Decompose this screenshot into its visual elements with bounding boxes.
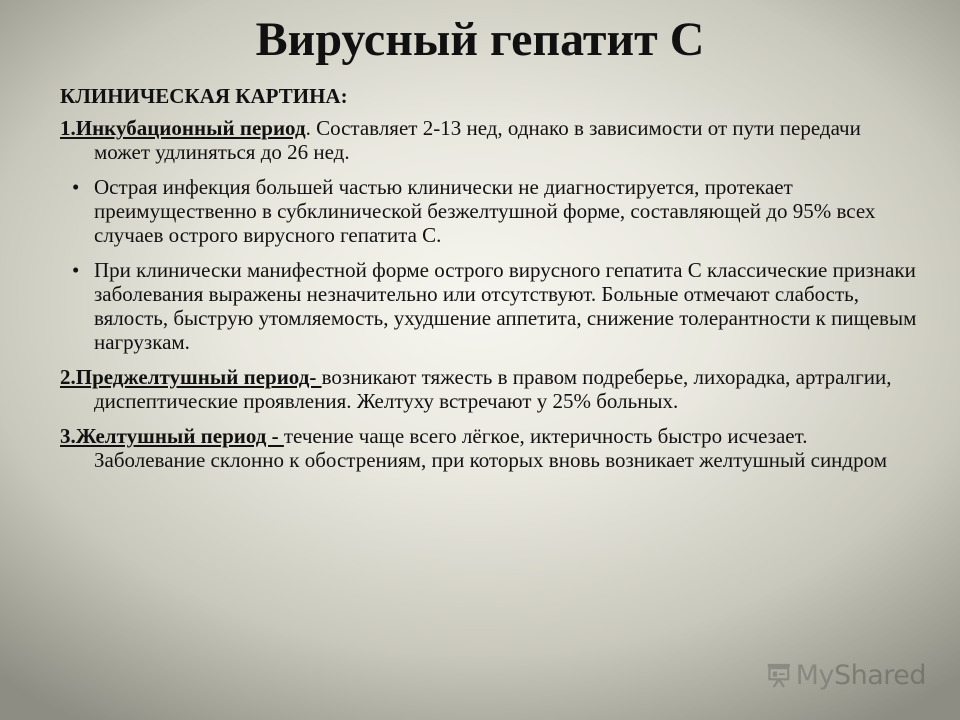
presentation-board-icon <box>766 659 792 691</box>
watermark-my: My <box>795 659 834 691</box>
incubation-text: . Составляет 2-13 нед, однако в зависимости от пути передачи может удлиняться до 26 нед. <box>94 116 861 164</box>
watermark-text <box>796 660 926 691</box>
paragraph-icteric <box>60 424 920 472</box>
slide-title: Вирусный гепатит С <box>255 13 705 66</box>
preicteric-label: 2.Преджелтушный период- <box>60 365 322 389</box>
icteric-text: течение чаще всего лёгкое, иктеричность быстро исчезает. Заболевание склонно к обострениям, при которых вновь возникает желтушный синдром <box>94 424 887 472</box>
section-heading: КЛИНИЧЕСКАЯ КАРТИНА: <box>60 84 348 108</box>
preicteric-text: возникают тяжесть в правом подреберье, лихорадка, артралгии, диспептические проявления. Желтуху встречают у 25% больных. <box>94 365 892 413</box>
slide-content <box>60 84 920 483</box>
bullet-text-acute: Острая инфекция большей частью клинически не диагностируется, протекает преимущественно в субклинической безжелтушной форме, составляющей до 95% всех случаев острого вирусного гепатита С. <box>94 175 876 247</box>
bullet-item-acute <box>60 175 920 247</box>
bullet-text-manifest: При клинически манифестной форме острого вирусного гепатита С классические признаки заболевания выражены незначительно или отсутствуют. Больные отмечают слабость, вялость, быструю утомляемость, ухудшение аппетита, снижение толерантности к пищевым нагрузкам. <box>94 258 917 354</box>
paragraph-preicteric <box>60 365 920 413</box>
incubation-label: 1.Инкубационный период <box>60 116 306 140</box>
bullet-dot: • <box>72 258 80 282</box>
icteric-label: 3.Желтушный период - <box>60 424 284 448</box>
bullet-dot: • <box>72 175 80 199</box>
paragraph-incubation <box>60 116 920 164</box>
watermark-shared: Shared <box>833 659 926 691</box>
myshared-watermark <box>766 655 926 695</box>
bullet-item-manifest <box>60 258 920 354</box>
